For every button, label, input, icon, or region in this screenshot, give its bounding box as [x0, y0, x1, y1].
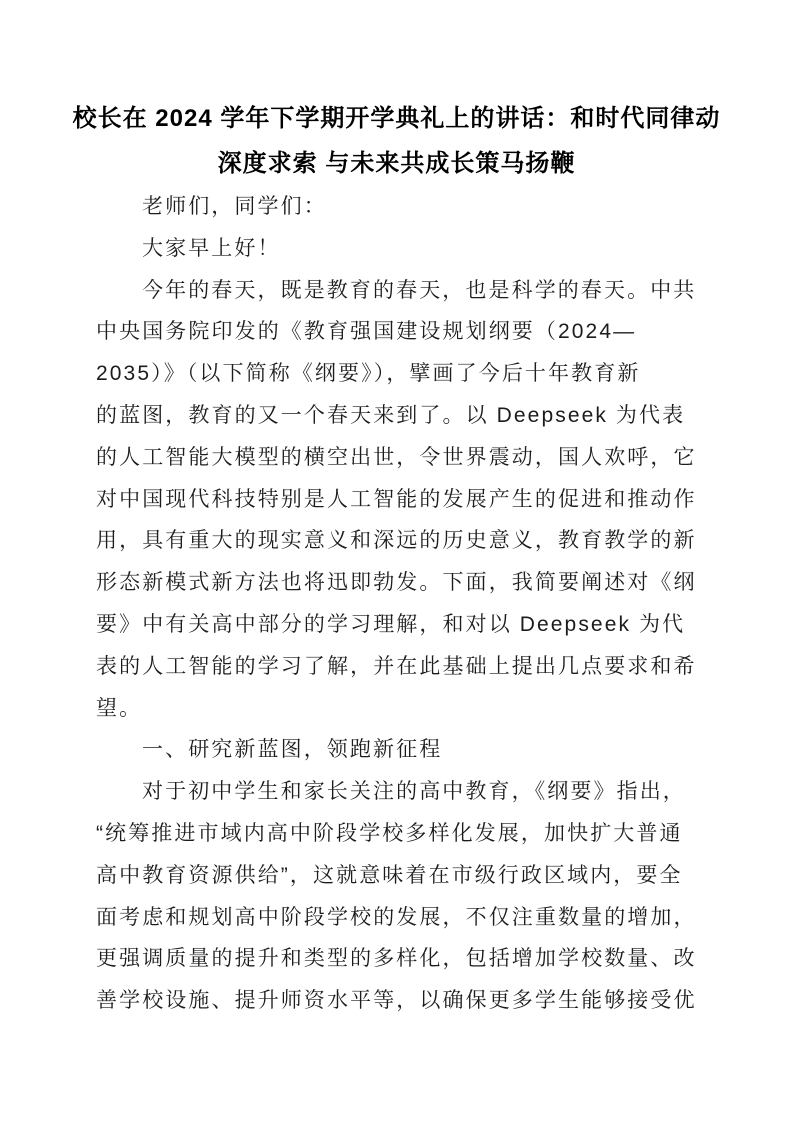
text-line: 今年的春天，既是教育的春天，也是科学的春天。中共	[142, 278, 697, 302]
document-title	[0, 0, 793, 186]
text-line: 大家早上好！	[142, 236, 281, 260]
text-line: 的人工智能大模型的横空出世，令世界震动，国人欢呼，它	[96, 445, 697, 469]
text-line: 面考虑和规划高中阶段学校的发展，不仅注重数量的增加，	[96, 905, 697, 929]
text-line: 老师们，同学们：	[142, 195, 327, 218]
text-line: 形态新模式新方法也将迅即勃发。下面，我简要阐述对《纲	[96, 571, 697, 595]
text-line: “统筹推进市域内高中阶段学校多样化发展，加快扩大普通	[96, 821, 683, 845]
title-line-2: 深度求索 与未来共成长策马扬鞭	[217, 150, 576, 177]
text-line: 表的人工智能的学习了解，并在此基础上提出几点要求和希	[96, 654, 697, 678]
document-body	[96, 186, 716, 1022]
text-line: 用，具有重大的现实意义和深远的历史意义，教育教学的新	[96, 529, 697, 553]
text-line: 要》中有关高中部分的学习理解，和对以 Deepseek 为代	[96, 612, 686, 636]
text-line: 2035）》（以下简称《纲要》），擘画了今后十年教育新	[96, 362, 641, 386]
text-line: 中央国务院印发的《教育强国建设规划纲要（2024—	[96, 320, 637, 344]
text-line: 高中教育资源供给”，这就意味着在市级行政区域内，要全	[96, 863, 683, 887]
text-line: 的蓝图，教育的又一个春天来到了。以 Deepseek 为代表	[96, 403, 686, 427]
text-line: 对中国现代科技特别是人工智能的发展产生的促进和推动作	[96, 487, 697, 511]
text-line: 望。	[96, 696, 143, 720]
title-line-1: 校长在 2024 学年下学期开学典礼上的讲话：和时代同律动	[72, 105, 721, 132]
text-line: 一、研究新蓝图，领跑新征程	[142, 738, 443, 762]
text-line: 更强调质量的提升和类型的多样化，包括增加学校数量、改	[96, 947, 697, 971]
text-line: 善学校设施、提升师资水平等，以确保更多学生能够接受优	[96, 989, 697, 1013]
text-line: 对于初中学生和家长关注的高中教育，《纲要》指出，	[142, 780, 686, 804]
